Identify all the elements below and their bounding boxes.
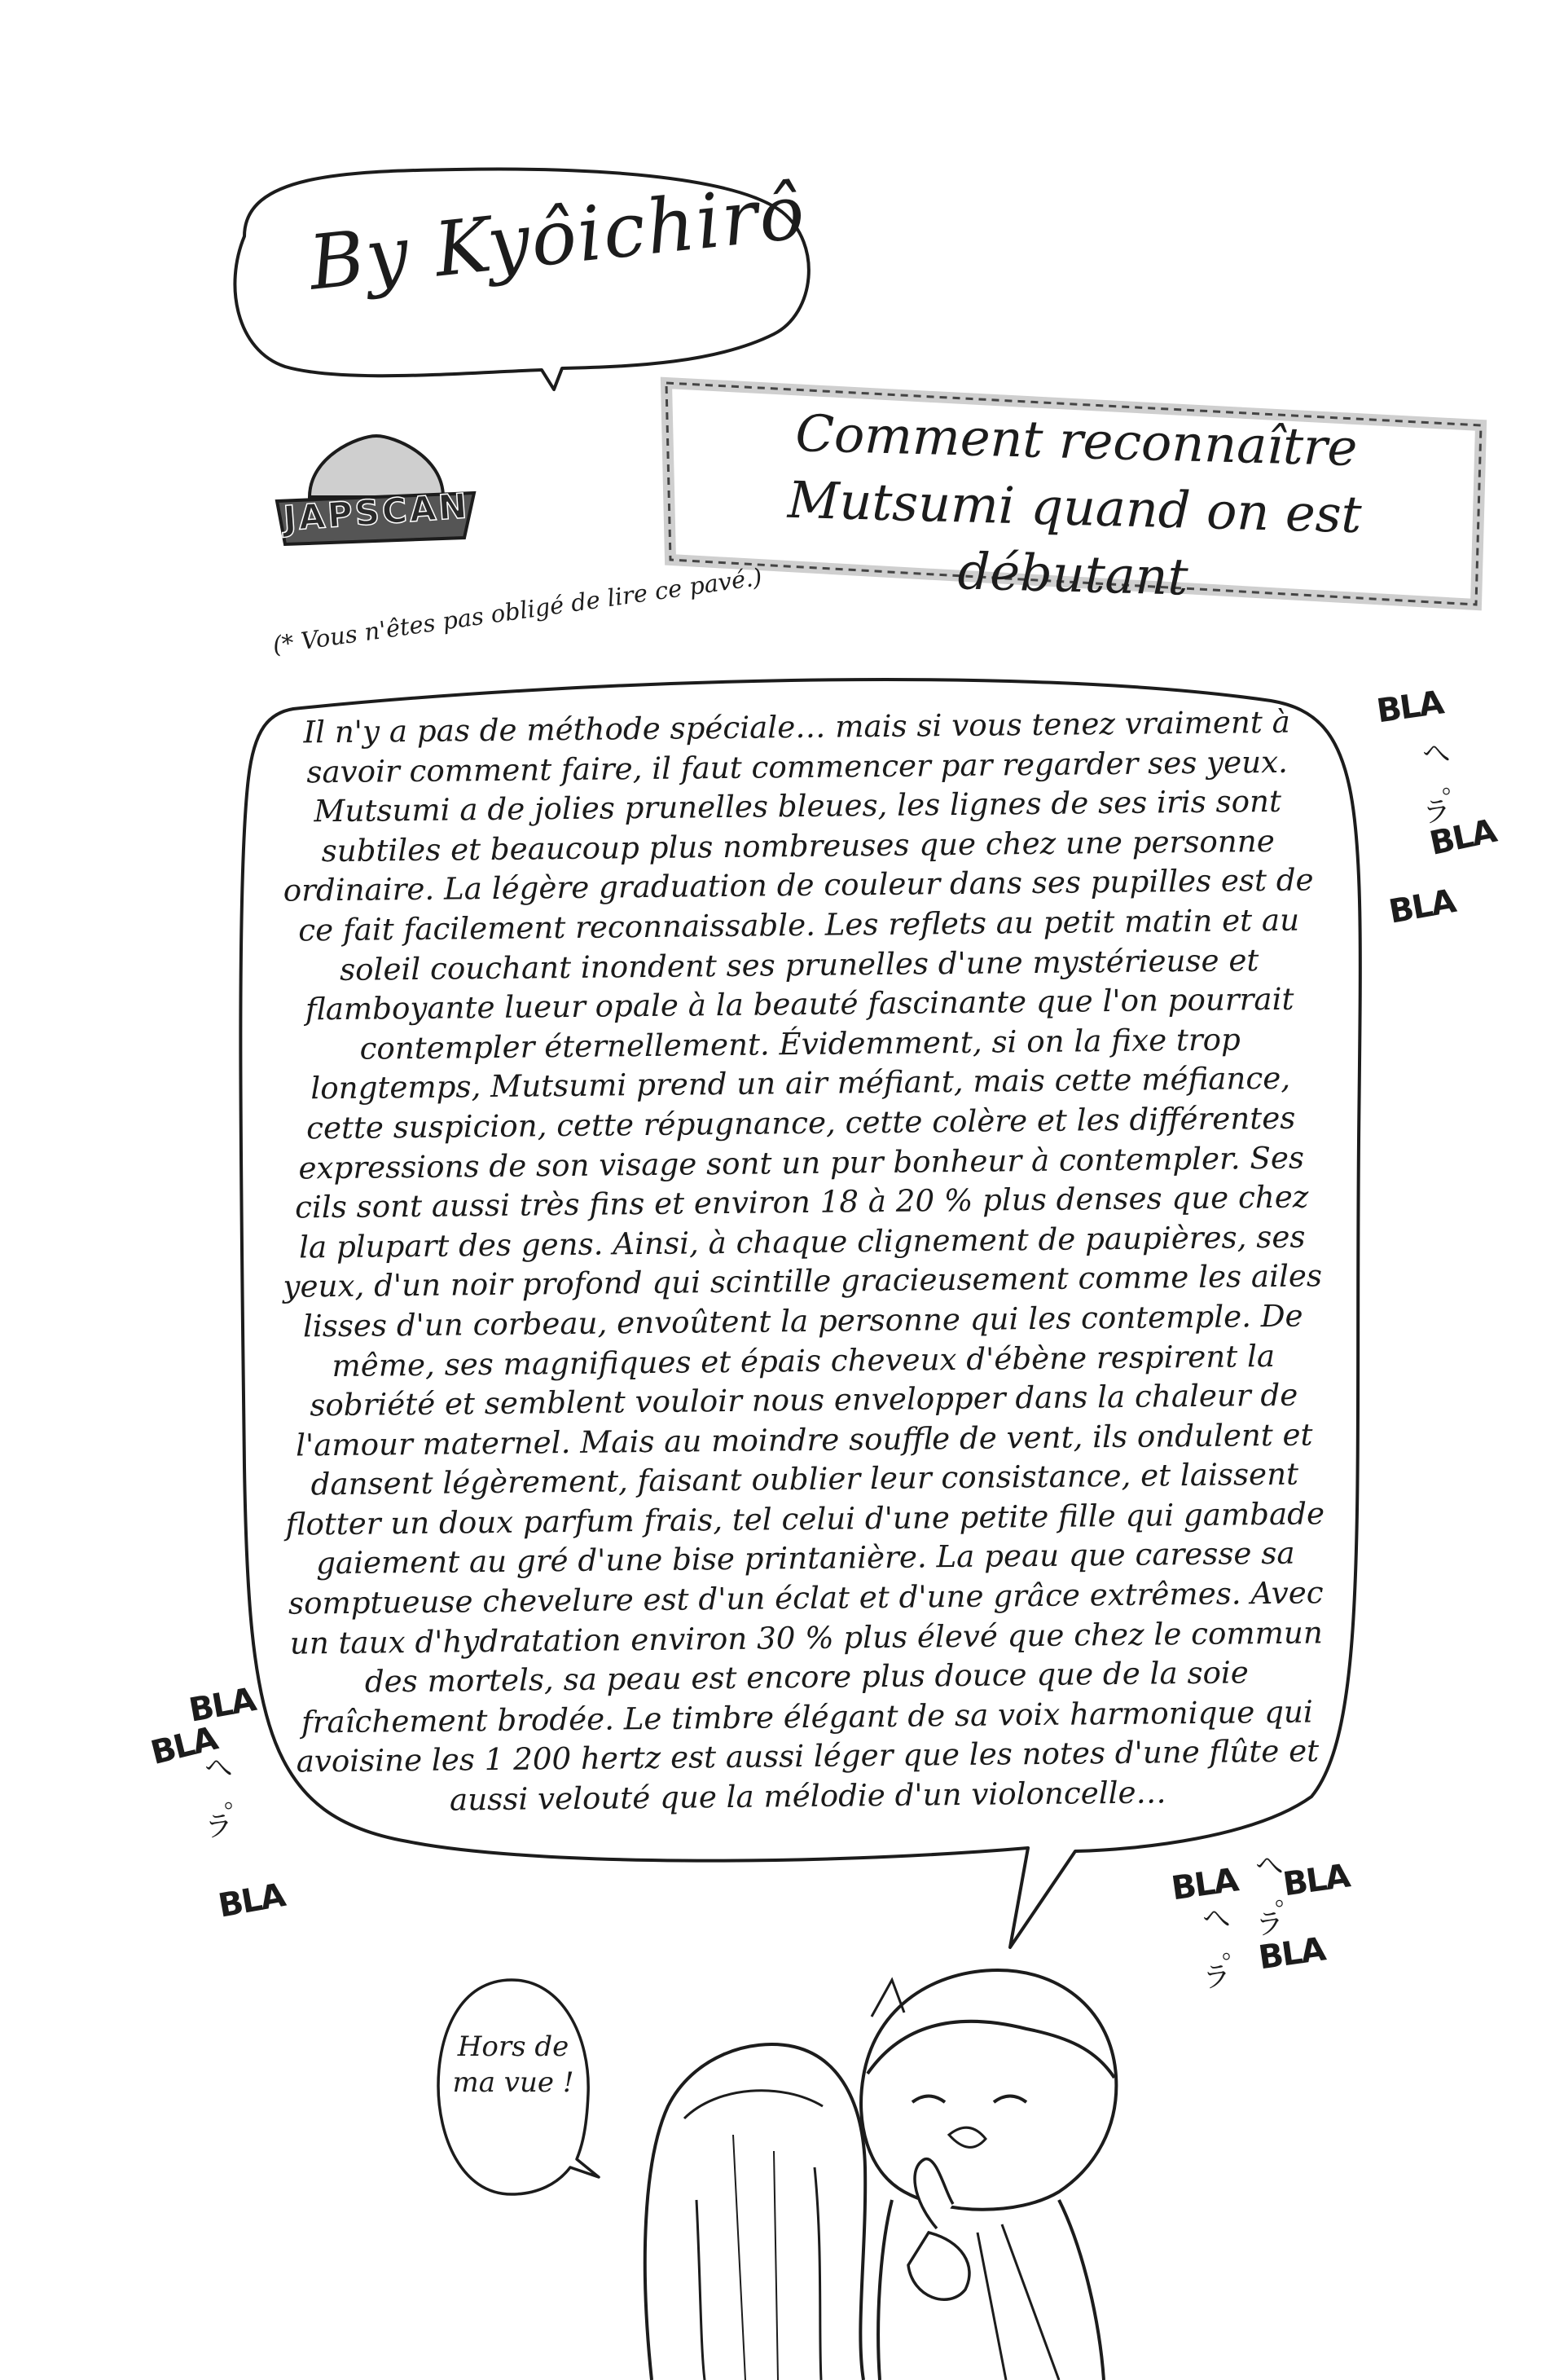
bla-word: BLA <box>1169 1861 1240 1908</box>
bla-wave: へ゜ラ <box>1417 737 1451 825</box>
bla-wave: へ゜ラ <box>1197 1903 1231 1991</box>
speech-text: Il n'y a pas de méthode spéciale… mais si vous tenez vraiment à savoir comment faire, il faut commencer par regarder ses yeux. Mutsumi a de jolies prunelles bleues, les lignes de ses iris sont subtiles et beaucoup plus nombreuses que chez une personne ordinaire. La légère graduation de couleur dans ses pupilles est de ce fait facilement reconnaissable. Les reflets au petit matin et au soleil couchant inondent ses prunelles d'une mystérieuse et flamboyante lueur opale à la beauté fascinante que l'on pourrait contempler éternellement. Évidemment, si on la fixe trop longtemps, Mutsumi prend un air méfiant, mais cette méfiance, cette suspicion, cette répugnance, cette colère et les différentes expressions de son visage sont un pur bonheur à contempler. Ses cils sont aussi très fins et environ 18 à 20 % plus denses que chez la plupart des gens. Ainsi, à chaque clignement de paupières, ses yeux, d'un noir profond qui scintille gracieusement comme les ailes lisses d'un corbeau, envoûtent la personne qui les contemple. De même, ses magnifiques et épais cheveux d'ébène respirent la sobriété et semblent vouloir nous envelopper dans la chaleur de l'amour maternel. Mais au moindre souffle de vent, ils ondulent et dansent légèrement, faisant oublier leur consistance, et laissent flotter un doux parfum frais, tel celui d'une petite fille qui gambade gaiement au gré d'une bise printanière. La peau que caresse sa somptueuse chevelure est d'un éclat et d'une grâce extrêmes. Avec un taux d'hydratation environ 30 % plus élevé que chez le commun des mortels, sa peau est encore plus douce que de la soie fraîchement brodée. Le timbre élégant de sa voix harmonique qui avoisine les 1 200 hertz est aussi léger que les notes d'une flûte et aussi velouté que la mélodie d'un violoncelle… <box>283 703 1325 1818</box>
bla-word: BLA <box>215 1876 288 1925</box>
bla-wave: へ゜ラ <box>1250 1850 1284 1938</box>
bla-word: BLA <box>1281 1857 1351 1904</box>
small-bubble-text: Hors de ma vue ! <box>452 2030 574 2099</box>
bla-word: BLA <box>1386 882 1458 931</box>
bla-word: BLA <box>147 1719 221 1773</box>
bla-word: BLA <box>1426 812 1499 863</box>
bla-word: BLA <box>186 1681 258 1730</box>
author-credit: By Kyôichirô <box>305 168 811 307</box>
side-note: (* Vous n'êtes pas obligé de lire ce pavé.) <box>270 562 764 659</box>
chapter-title: Comment reconnaître Mutsumi quand on est débutant <box>787 403 1363 607</box>
bla-word: BLA <box>1256 1930 1327 1977</box>
bla-wave: へ゜ラ <box>200 1752 233 1840</box>
bla-word: BLA <box>1374 684 1445 731</box>
logo-wordmark: JAPSCAN <box>282 486 471 539</box>
